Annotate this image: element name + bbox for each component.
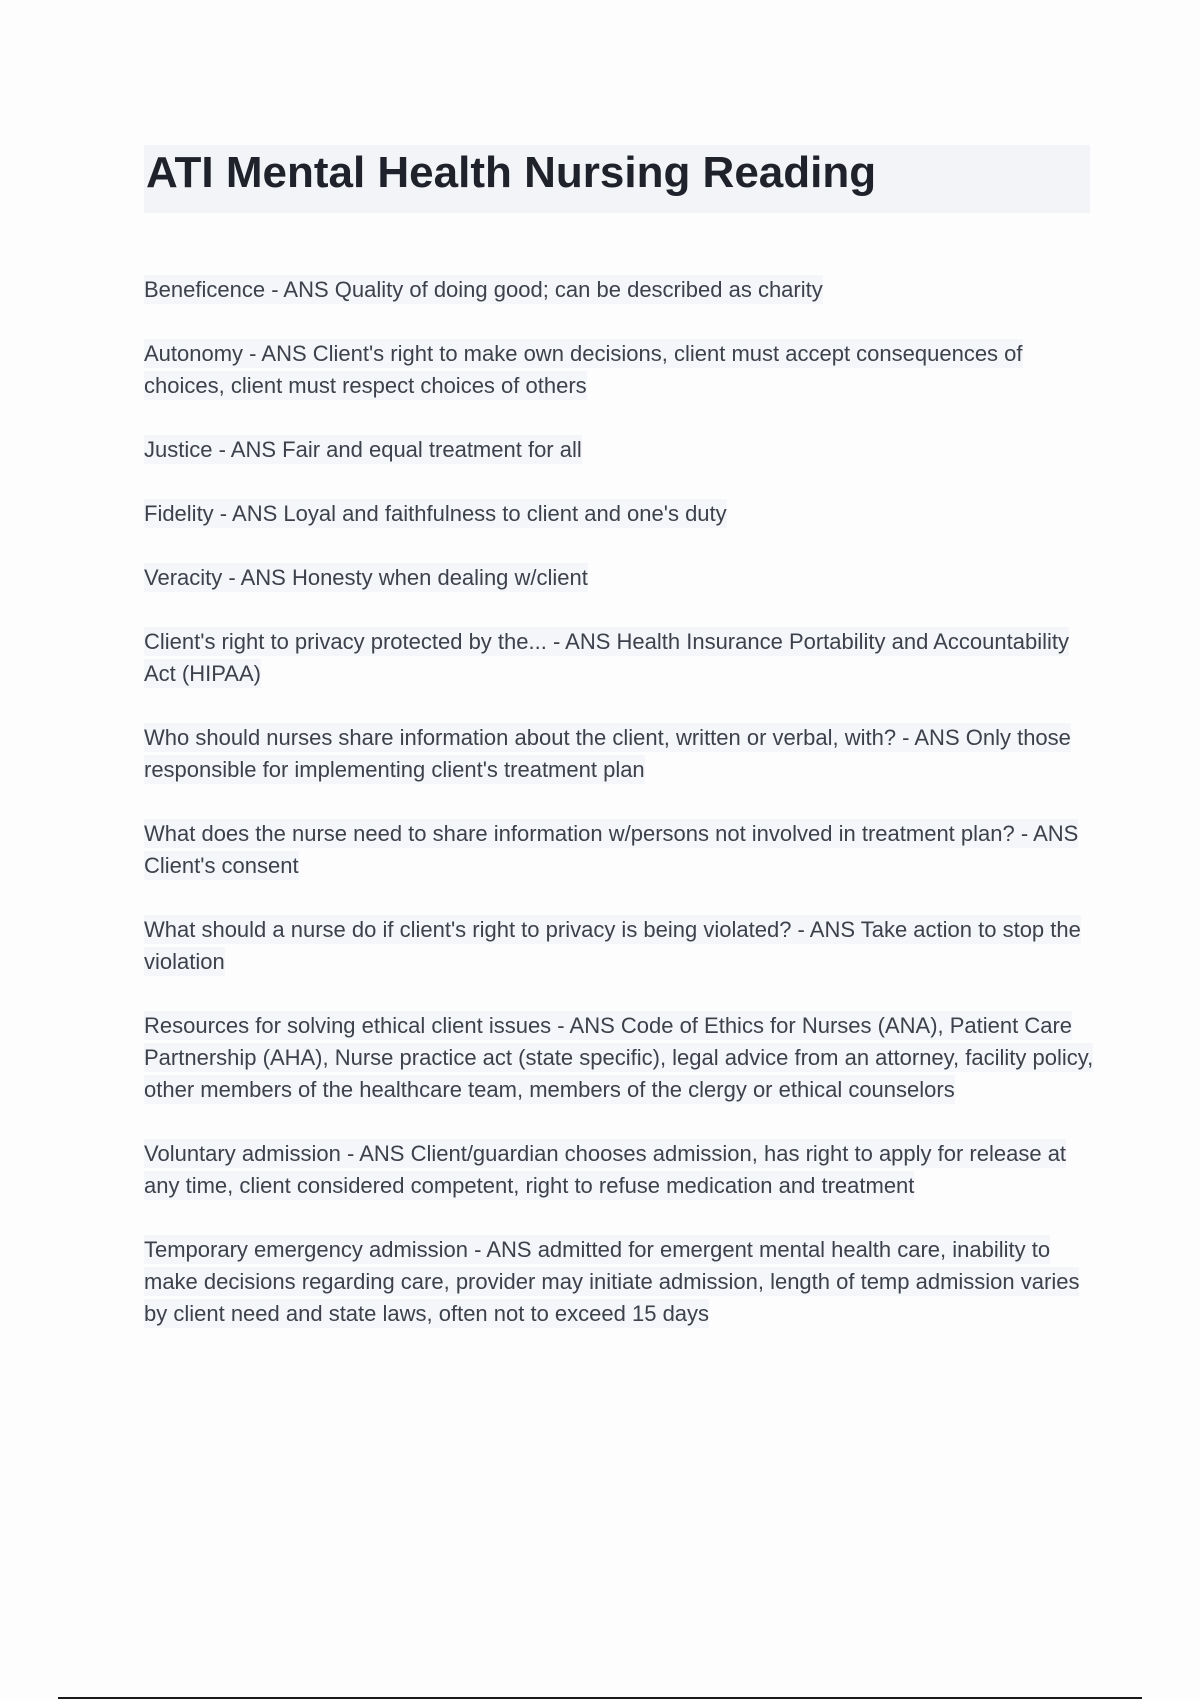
list-item — [144, 722, 1096, 786]
footer-divider — [58, 1697, 1142, 1699]
list-item — [144, 562, 1096, 594]
entry-text: What should a nurse do if client's right to privacy is being violated? - ANS Take action to stop the violation — [144, 917, 1081, 974]
entry-text: Autonomy - ANS Client's right to make own decisions, client must accept consequences of choices, client must respect choices of others — [144, 341, 1023, 398]
entry-text: Temporary emergency admission - ANS admitted for emergent mental health care, inability to make decisions regarding care, provider may initiate admission, length of temp admission varies by client need and state laws, often not to exceed 15 days — [144, 1237, 1080, 1326]
entry-text: Who should nurses share information about the client, written or verbal, with? - ANS Only those responsible for implementing client's treatment plan — [144, 725, 1071, 782]
list-item — [144, 274, 1096, 306]
entry-text: Resources for solving ethical client issues - ANS Code of Ethics for Nurses (ANA), Patient Care Partnership (AHA), Nurse practice act (state specific), legal advice from an attorney, facility policy, other members of the healthcare team, members of the clergy or ethical counselors — [144, 1013, 1094, 1102]
list-item — [144, 626, 1096, 690]
entry-text: What does the nurse need to share information w/persons not involved in treatment plan? - ANS Client's consent — [144, 821, 1079, 878]
list-item — [144, 434, 1096, 466]
entry-text: Beneficence - ANS Quality of doing good; can be described as charity — [144, 277, 823, 302]
list-item — [144, 1234, 1096, 1330]
entry-text: Voluntary admission - ANS Client/guardian chooses admission, has right to apply for release at any time, client considered competent, right to refuse medication and treatment — [144, 1141, 1067, 1198]
list-item — [144, 1138, 1096, 1202]
entry-list — [144, 274, 1096, 1362]
list-item — [144, 498, 1096, 530]
entry-text: Fidelity - ANS Loyal and faithfulness to client and one's duty — [144, 501, 727, 526]
page-title: ATI Mental Health Nursing Reading — [146, 148, 877, 197]
list-item — [144, 914, 1096, 978]
entry-text: Justice - ANS Fair and equal treatment for all — [144, 437, 582, 462]
entry-text: Veracity - ANS Honesty when dealing w/client — [144, 565, 588, 590]
list-item — [144, 818, 1096, 882]
list-item — [144, 1010, 1096, 1106]
entry-text: Client's right to privacy protected by the... - ANS Health Insurance Portability and Accountability Act (HIPAA) — [144, 629, 1069, 686]
list-item — [144, 338, 1096, 402]
